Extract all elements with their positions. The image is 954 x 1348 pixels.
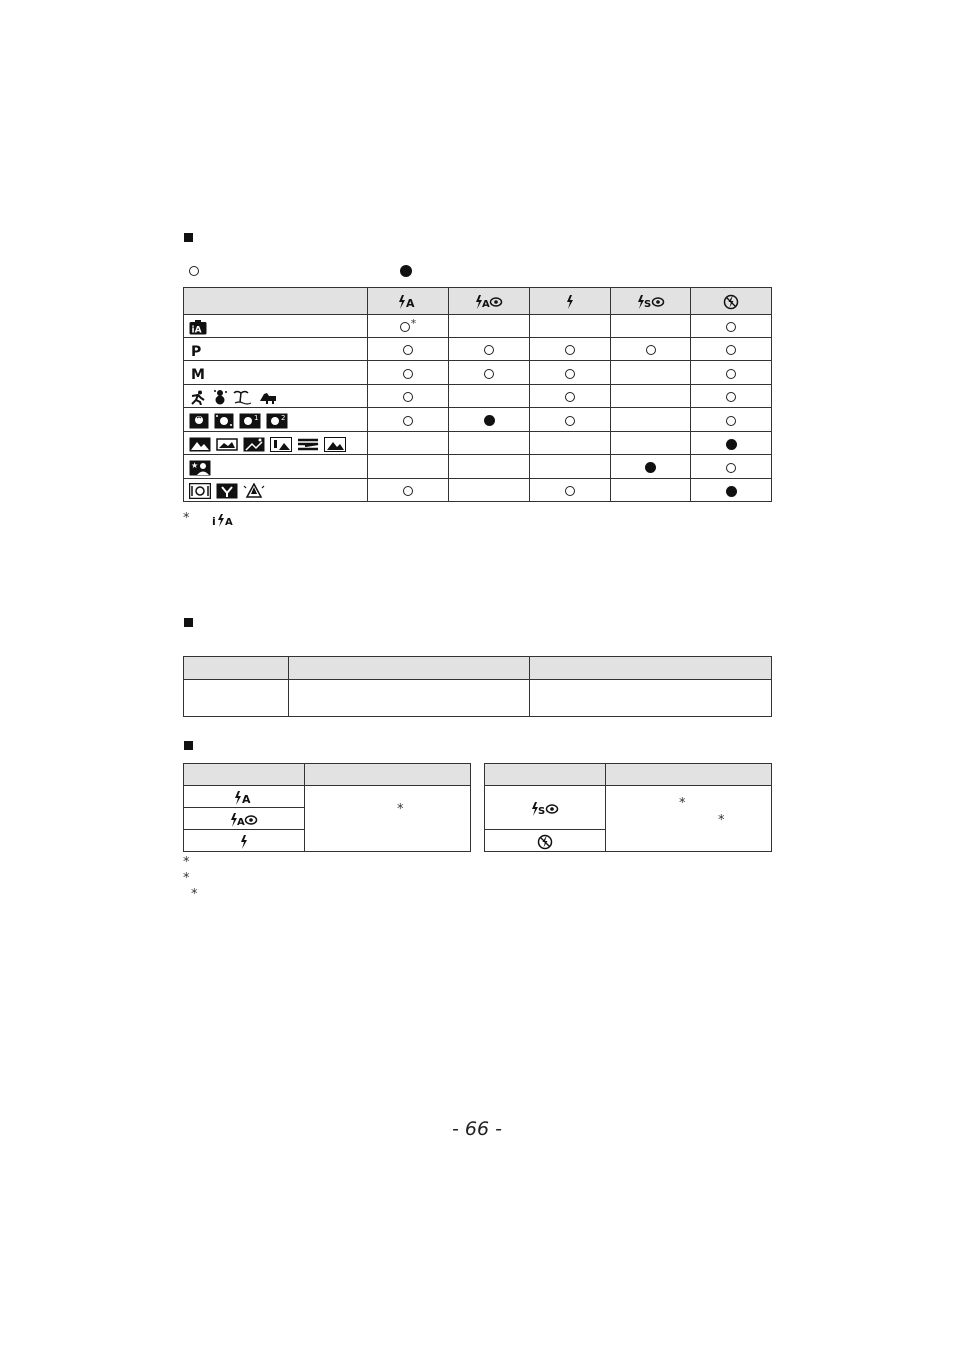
footnote-asterisk: * [410,316,417,330]
flash-availability-table [183,287,772,502]
svg-text:M: M [191,367,205,381]
shutter-right-header-2 [606,764,772,786]
night-portrait-icon [189,460,211,476]
pet-icon [258,390,278,405]
cell-m-flash-auto-redeye [449,361,530,385]
flash-auto-redeye-icon [475,295,503,309]
forced-flash-icon [239,835,249,849]
shutter-left-asterisk: * [397,802,404,817]
shutter-right-mode-slow-sync [485,786,606,830]
shutter-speed-table-right [484,763,772,852]
svg-text:A: A [406,297,415,309]
mode-cell-night-portrait [184,455,368,479]
section-marker [184,741,193,750]
slow-sync-redeye-icon [637,295,665,309]
cell-g2-flash-off [691,408,772,432]
bottom-footnote-2: * [183,871,190,886]
svg-text:1: 1 [254,413,259,422]
svg-text:A: A [482,299,490,309]
cell-g3-slow-sync [611,432,691,455]
mode-cell-scene-group-3 [184,432,368,455]
range-cell-3 [530,680,772,717]
mode-cell-scene-group-2 [184,408,368,432]
cell-np-slow-sync [611,455,691,479]
range-cell-2 [289,680,530,717]
range-header-2 [289,657,530,680]
shutter-right-header-1 [485,764,606,786]
shutter-left-mode-forced-flash [184,830,305,852]
baby1-icon [239,413,261,429]
flash-auto-redeye-header [449,288,530,315]
p-mode-icon [189,343,203,358]
shutter-left-value [305,786,471,852]
cell-g1-forced-flash [530,385,611,408]
sports-icon [189,390,207,405]
shutter-left-header-1 [184,764,305,786]
bottom-footnote-3: * [191,887,198,902]
cell-g4-flash-auto-redeye [449,479,530,502]
cell-m-slow-sync [611,361,691,385]
cell-p-flash-auto [368,338,449,361]
cell-ia-flash-auto [368,315,449,338]
flash-auto-redeye-icon [230,813,258,827]
section-marker [184,233,193,242]
flash-off-icon [723,294,739,310]
range-cell-1 [184,680,289,717]
svg-text:2: 2 [281,413,286,422]
cell-p-flash-auto-redeye [449,338,530,361]
mode-cell-scene-group-4 [184,479,368,502]
baby2-icon [266,413,288,429]
intelligent-flash-icon [212,514,234,527]
svg-text:A: A [225,517,233,527]
cell-g3-flash-off [691,432,772,455]
soft-skin-icon [214,413,234,429]
svg-text:i: i [212,515,216,527]
cell-g4-forced-flash [530,479,611,502]
table-footnote-asterisk: * [183,511,190,526]
shutter-left-header-2 [305,764,471,786]
page-number: - 66 - [452,1118,502,1140]
slow-sync-redeye-header [611,288,691,315]
cell-g2-slow-sync [611,408,691,432]
cell-p-flash-off [691,338,772,361]
mode-header [184,288,368,315]
cell-ia-slow-sync [611,315,691,338]
cell-ia-flash-off [691,315,772,338]
svg-text:P: P [191,343,202,358]
mode-cell-ia [184,315,368,338]
section-marker [184,618,193,627]
cell-ia-flash-auto-redeye [449,315,530,338]
cell-g2-flash-auto [368,408,449,432]
party-icon [216,483,238,499]
cell-ia-forced-flash [530,315,611,338]
range-header-1 [184,657,289,680]
shutter-left-mode-flash-auto-redeye [184,808,305,830]
cell-g4-flash-off [691,479,772,502]
cell-g4-slow-sync [611,479,691,502]
available-legend-icon [189,266,199,276]
shutter-right-asterisk-2: * [718,813,725,828]
shutter-speed-table-left [183,763,471,852]
forced-flash-header [530,288,611,315]
default-legend-icon [400,265,412,277]
shutter-right-asterisk-1: * [679,796,686,811]
cell-g3-forced-flash [530,432,611,455]
mode-cell-scene-group-1 [184,385,368,408]
shutter-left-mode-flash-auto [184,786,305,808]
flash-off-icon [537,834,553,850]
sunset-icon [297,437,319,452]
svg-text:S: S [643,299,651,309]
cell-g3-flash-auto-redeye [449,432,530,455]
night-scenery-icon [243,437,265,452]
slow-sync-redeye-icon [531,802,559,816]
bottom-footnote-1: * [183,855,190,870]
portrait-icon [189,413,209,429]
flash-auto-icon [234,791,254,805]
cell-g3-flash-auto [368,432,449,455]
range-header-3 [530,657,772,680]
cell-np-flash-auto [368,455,449,479]
mode-cell-p [184,338,368,361]
candle-icon [243,483,265,499]
high-dynamic-icon [324,437,346,452]
cell-g4-flash-auto [368,479,449,502]
svg-text:A: A [242,792,251,805]
cell-g1-flash-auto-redeye [449,385,530,408]
scenery-icon [189,437,211,452]
cell-m-flash-off [691,361,772,385]
cell-g2-flash-auto-redeye [449,408,530,432]
cell-g1-flash-auto [368,385,449,408]
cell-p-forced-flash [530,338,611,361]
svg-text:A: A [237,816,245,827]
cell-np-forced-flash [530,455,611,479]
snow-icon [212,389,228,405]
flash-auto-icon [398,295,418,309]
mode-cell-m [184,361,368,385]
flash-range-table [183,656,772,717]
svg-text:iA: iA [191,325,202,335]
flash-auto-header [368,288,449,315]
cell-g2-forced-flash [530,408,611,432]
cell-m-flash-auto [368,361,449,385]
shutter-right-mode-flash-off [485,830,606,852]
ia-icon [189,320,207,335]
cell-p-slow-sync [611,338,691,361]
cell-g1-slow-sync [611,385,691,408]
m-mode-icon [189,366,205,381]
panorama-icon [216,437,238,452]
flash-off-header [691,288,772,315]
handheld-night-icon [270,437,292,452]
cell-np-flash-auto-redeye [449,455,530,479]
beach-icon [233,390,253,405]
cell-m-forced-flash [530,361,611,385]
cell-g1-flash-off [691,385,772,408]
shutter-right-value [606,786,772,852]
food-icon [189,483,211,499]
cell-np-flash-off [691,455,772,479]
svg-text:★: ★ [191,460,199,470]
svg-text:S: S [538,805,546,816]
forced-flash-icon [565,295,575,309]
